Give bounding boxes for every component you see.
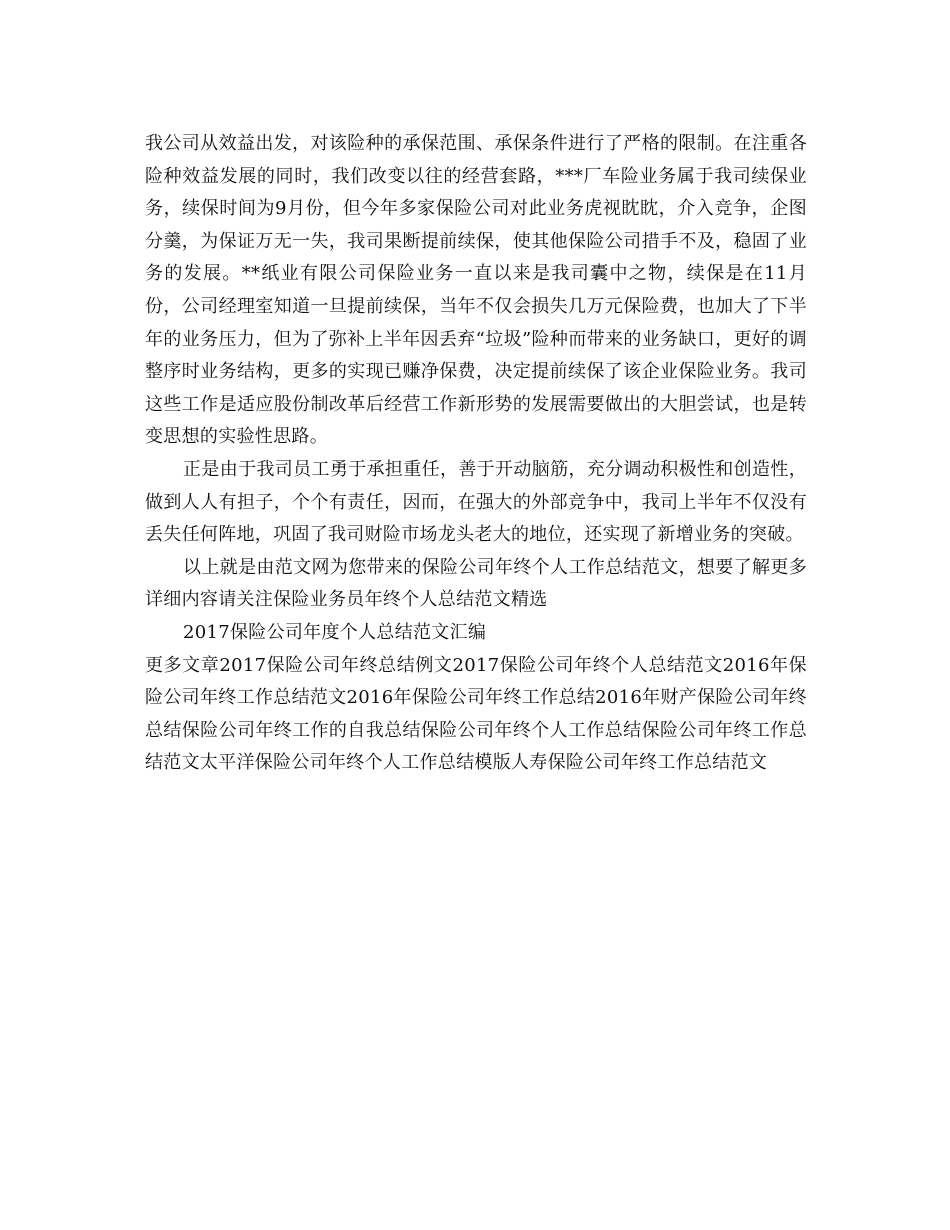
related-articles-title: 2017保险公司年度个人总结范文汇编 (183, 621, 487, 643)
paragraph-business-strategy: 我公司从效益出发，对该险种的承保范围、承保条件进行了严格的限制。在注重各险种效益发展的同时，我们改变以往的经营套路，***厂车险业务属于我司续保业务，续保时间为9月份，但今年多家保险公司对此业务虎视眈眈，介入竞争，企图分羹，为保证万无一失，我司果断提前续保，使其他保险公司措手不及，稳固了业务的发展。**纸业有限公司保险业务一直以来是我司囊中之物，续保是在11月份，公司经理室知道一旦提前续保，当年不仅会损失几万元保险费，也加大了下半年的业务压力，但为了弥补上半年因丢弃“垃圾”险种而带来的业务缺口，更好的调整序时业务结构，更多的实现已赚净保费，决定提前续保了该企业保险业务。我司这些工作是适应股份制改革后经营工作新形势的发展需要做出的大胆尝试，也是转变思想的实验性思路。 (145, 133, 807, 448)
paragraph-staff-effort: 正是由于我司员工勇于承担重任，善于开动脑筋，充分调动积极性和创造性，做到人人有担子，个个有责任，因而，在强大的外部竞争中，我司上半年不仅没有丢失任何阵地，巩固了我司财险市场龙头老大的地位，还实现了新增业务的突破。 (145, 458, 807, 546)
document-body (145, 128, 807, 780)
related-articles-list: 更多文章2017保险公司年终总结例文2017保险公司年终个人总结范文2016年保险公司年终工作总结范文2016年保险公司年终工作总结2016年财产保险公司年终总结保险公司年终工作的自我总结保险公司年终个人工作总结保险公司年终工作总结范文太平洋保险公司年终个人工作总结模版人寿保险公司年终工作总结范文 (145, 654, 807, 774)
paragraph-source-note: 以上就是由范文网为您带来的保险公司年终个人工作总结范文，想要了解更多详细内容请关注保险业务员年终个人总结范文精选 (145, 556, 807, 611)
